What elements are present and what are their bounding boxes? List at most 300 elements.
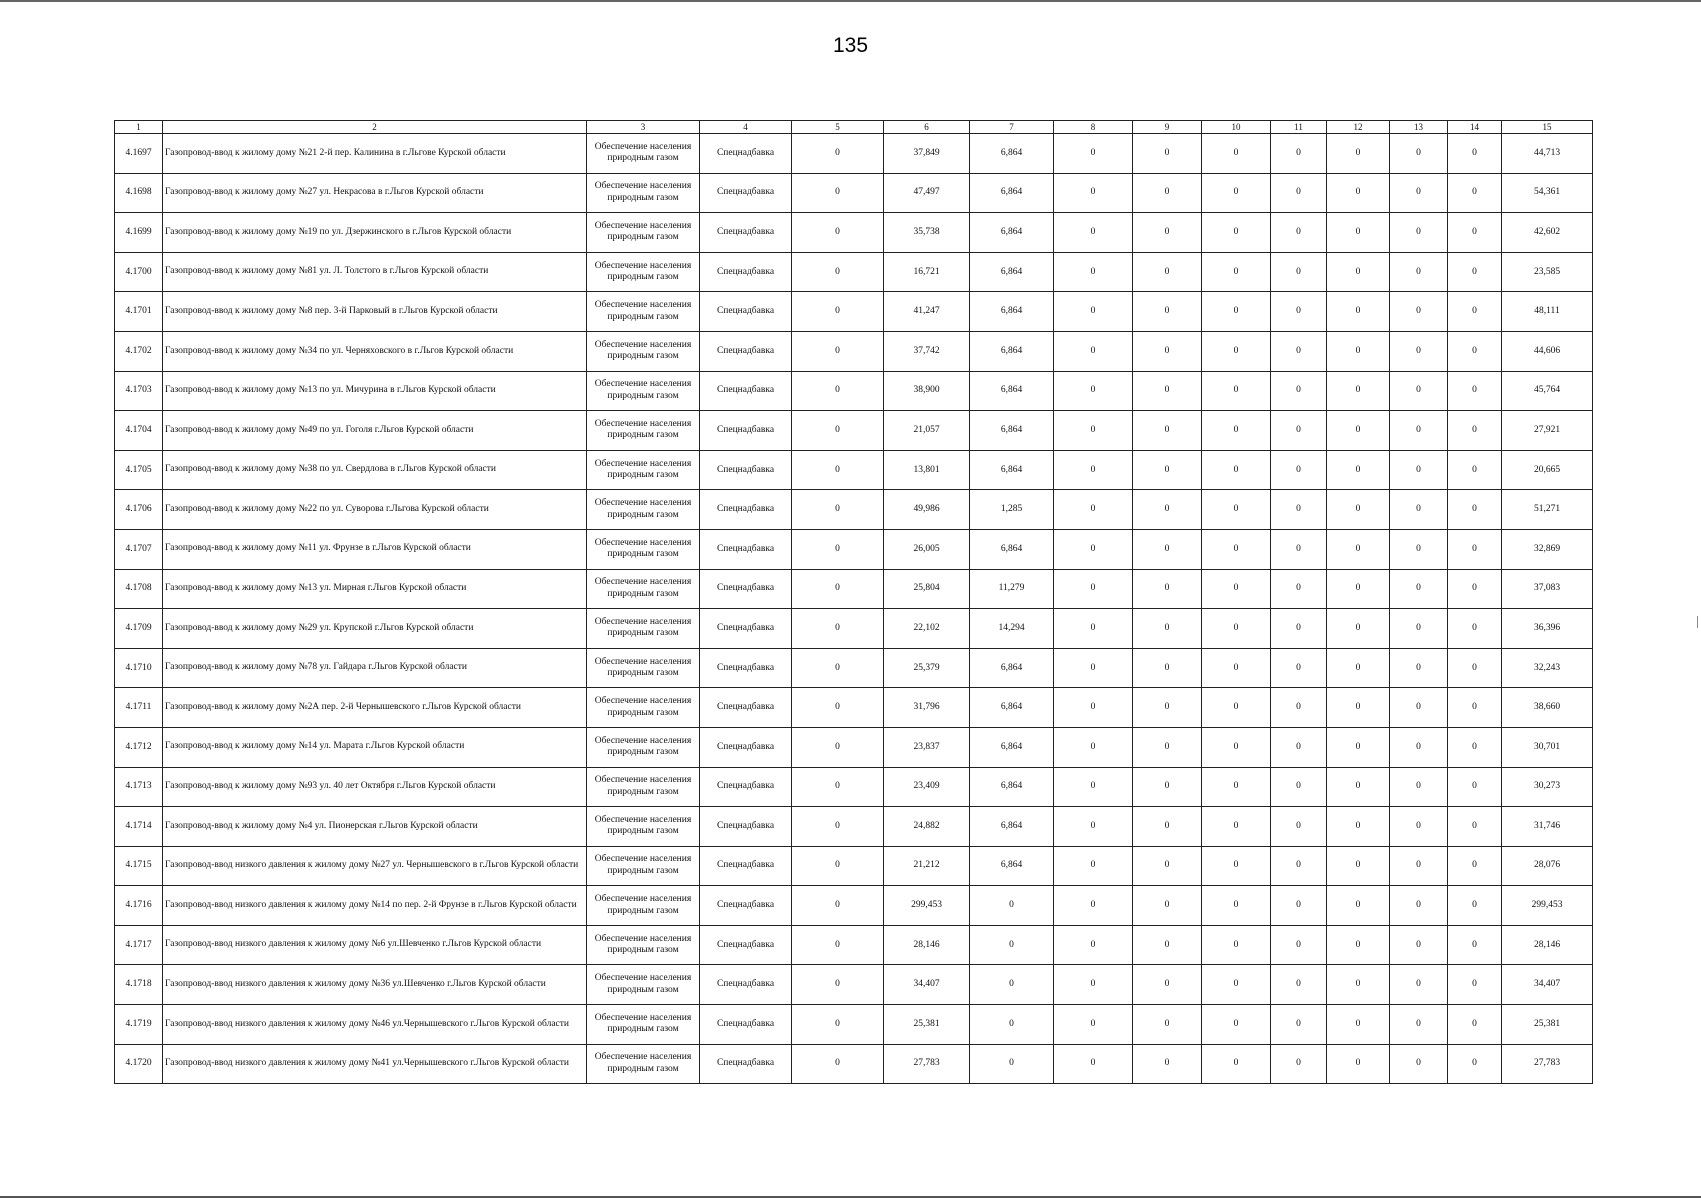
col-7-value: 6,864 [970, 252, 1054, 292]
col-13-value: 0 [1390, 1005, 1448, 1045]
object-name: Газопровод-ввод к жилому дому №21 2-й пер. Калинина в г.Льгове Курской области [163, 134, 587, 174]
col-6-value: 25,804 [884, 569, 970, 609]
funding-source: Спецнадбавка [700, 331, 792, 371]
purpose: Обеспечение населения природным газом [587, 252, 700, 292]
col-9-value: 0 [1133, 371, 1202, 411]
col-9-value: 0 [1133, 173, 1202, 213]
column-header-1: 1 [115, 121, 163, 134]
col-8-value: 0 [1054, 411, 1133, 451]
col-6-value: 34,407 [884, 965, 970, 1005]
col-12-value: 0 [1327, 1005, 1390, 1045]
col-7-value: 6,864 [970, 173, 1054, 213]
col-13-value: 0 [1390, 846, 1448, 886]
purpose: Обеспечение населения природным газом [587, 371, 700, 411]
row-number: 4.1698 [115, 173, 163, 213]
column-header-13: 13 [1390, 121, 1448, 134]
col-14-value: 0 [1448, 292, 1502, 332]
object-name: Газопровод-ввод низкого давления к жилому дому №14 по пер. 2-й Фрунзе в г.Льгов Курской области [163, 886, 587, 926]
funding-source: Спецнадбавка [700, 846, 792, 886]
col-9-value: 0 [1133, 846, 1202, 886]
object-name: Газопровод-ввод к жилому дому №11 ул. Фрунзе в г.Льгов Курской области [163, 529, 587, 569]
object-name: Газопровод-ввод к жилому дому №14 ул. Марата г.Льгов Курской области [163, 727, 587, 767]
col-8-value: 0 [1054, 727, 1133, 767]
col-12-value: 0 [1327, 411, 1390, 451]
col-10-value: 0 [1202, 1005, 1271, 1045]
col-9-value: 0 [1133, 134, 1202, 174]
purpose: Обеспечение населения природным газом [587, 609, 700, 649]
col-9-value: 0 [1133, 331, 1202, 371]
col-6-value: 49,986 [884, 490, 970, 530]
col-12-value: 0 [1327, 529, 1390, 569]
column-header-10: 10 [1202, 121, 1271, 134]
col-5-value: 0 [792, 450, 884, 490]
col-6-value: 41,247 [884, 292, 970, 332]
col-14-value: 0 [1448, 925, 1502, 965]
column-header-12: 12 [1327, 121, 1390, 134]
col-11-value: 0 [1271, 807, 1327, 847]
col-11-value: 0 [1271, 688, 1327, 728]
col-13-value: 0 [1390, 569, 1448, 609]
col-13-value: 0 [1390, 727, 1448, 767]
table-row [115, 767, 1593, 807]
funding-source: Спецнадбавка [700, 886, 792, 926]
object-name: Газопровод-ввод к жилому дому №13 по ул. Мичурина в г.Льгов Курской области [163, 371, 587, 411]
col-9-value: 0 [1133, 807, 1202, 847]
col-13-value: 0 [1390, 173, 1448, 213]
col-13-value: 0 [1390, 925, 1448, 965]
col-5-value: 0 [792, 846, 884, 886]
table-row [115, 727, 1593, 767]
col-6-value: 21,212 [884, 846, 970, 886]
table-row [115, 292, 1593, 332]
col-11-value: 0 [1271, 252, 1327, 292]
total-value: 51,271 [1502, 490, 1593, 530]
col-11-value: 0 [1271, 173, 1327, 213]
table-header [115, 121, 1593, 134]
object-name: Газопровод-ввод к жилому дому №22 по ул. Суворова г.Льгова Курской области [163, 490, 587, 530]
col-12-value: 0 [1327, 1044, 1390, 1084]
row-number: 4.1707 [115, 529, 163, 569]
funding-source: Спецнадбавка [700, 173, 792, 213]
table-row [115, 450, 1593, 490]
col-13-value: 0 [1390, 371, 1448, 411]
col-14-value: 0 [1448, 450, 1502, 490]
col-10-value: 0 [1202, 965, 1271, 1005]
col-5-value: 0 [792, 292, 884, 332]
purpose: Обеспечение населения природным газом [587, 1044, 700, 1084]
col-13-value: 0 [1390, 292, 1448, 332]
data-table [114, 120, 1593, 1084]
col-9-value: 0 [1133, 490, 1202, 530]
column-header-2: 2 [163, 121, 587, 134]
total-value: 37,083 [1502, 569, 1593, 609]
purpose: Обеспечение населения природным газом [587, 331, 700, 371]
col-11-value: 0 [1271, 213, 1327, 253]
col-13-value: 0 [1390, 134, 1448, 174]
col-5-value: 0 [792, 331, 884, 371]
col-11-value: 0 [1271, 1044, 1327, 1084]
purpose: Обеспечение населения природным газом [587, 846, 700, 886]
col-11-value: 0 [1271, 965, 1327, 1005]
col-10-value: 0 [1202, 450, 1271, 490]
col-12-value: 0 [1327, 213, 1390, 253]
total-value: 44,713 [1502, 134, 1593, 174]
col-12-value: 0 [1327, 173, 1390, 213]
column-header-6: 6 [884, 121, 970, 134]
col-6-value: 25,379 [884, 648, 970, 688]
table-row [115, 886, 1593, 926]
funding-source: Спецнадбавка [700, 609, 792, 649]
col-5-value: 0 [792, 1044, 884, 1084]
funding-source: Спецнадбавка [700, 648, 792, 688]
col-7-value: 1,285 [970, 490, 1054, 530]
col-11-value: 0 [1271, 450, 1327, 490]
table-row [115, 1044, 1593, 1084]
col-14-value: 0 [1448, 213, 1502, 253]
col-10-value: 0 [1202, 292, 1271, 332]
col-9-value: 0 [1133, 727, 1202, 767]
row-number: 4.1719 [115, 1005, 163, 1045]
row-number: 4.1705 [115, 450, 163, 490]
table-row [115, 648, 1593, 688]
row-number: 4.1709 [115, 609, 163, 649]
purpose: Обеспечение населения природным газом [587, 173, 700, 213]
column-header-3: 3 [587, 121, 700, 134]
row-number: 4.1713 [115, 767, 163, 807]
col-6-value: 26,005 [884, 529, 970, 569]
total-value: 42,602 [1502, 213, 1593, 253]
object-name: Газопровод-ввод низкого давления к жилому дому №41 ул.Чернышевского г.Льгов Курской области [163, 1044, 587, 1084]
col-14-value: 0 [1448, 569, 1502, 609]
col-14-value: 0 [1448, 411, 1502, 451]
col-5-value: 0 [792, 213, 884, 253]
funding-source: Спецнадбавка [700, 252, 792, 292]
col-12-value: 0 [1327, 688, 1390, 728]
object-name: Газопровод-ввод к жилому дому №49 по ул. Гоголя г.Льгов Курской области [163, 411, 587, 451]
col-14-value: 0 [1448, 688, 1502, 728]
purpose: Обеспечение населения природным газом [587, 648, 700, 688]
col-13-value: 0 [1390, 450, 1448, 490]
col-11-value: 0 [1271, 1005, 1327, 1045]
col-6-value: 31,796 [884, 688, 970, 728]
col-7-value: 0 [970, 1044, 1054, 1084]
col-6-value: 24,882 [884, 807, 970, 847]
row-number: 4.1718 [115, 965, 163, 1005]
column-header-5: 5 [792, 121, 884, 134]
col-7-value: 6,864 [970, 688, 1054, 728]
col-5-value: 0 [792, 173, 884, 213]
col-8-value: 0 [1054, 1005, 1133, 1045]
col-12-value: 0 [1327, 886, 1390, 926]
table-row [115, 213, 1593, 253]
col-8-value: 0 [1054, 529, 1133, 569]
col-6-value: 47,497 [884, 173, 970, 213]
col-9-value: 0 [1133, 886, 1202, 926]
col-5-value: 0 [792, 727, 884, 767]
table-row [115, 846, 1593, 886]
col-7-value: 6,864 [970, 807, 1054, 847]
col-13-value: 0 [1390, 213, 1448, 253]
col-8-value: 0 [1054, 252, 1133, 292]
funding-source: Спецнадбавка [700, 292, 792, 332]
table-row [115, 965, 1593, 1005]
col-7-value: 6,864 [970, 371, 1054, 411]
col-14-value: 0 [1448, 371, 1502, 411]
row-number: 4.1706 [115, 490, 163, 530]
col-5-value: 0 [792, 252, 884, 292]
col-8-value: 0 [1054, 965, 1133, 1005]
col-10-value: 0 [1202, 648, 1271, 688]
col-10-value: 0 [1202, 331, 1271, 371]
object-name: Газопровод-ввод к жилому дому №78 ул. Гайдара г.Льгов Курской области [163, 648, 587, 688]
col-8-value: 0 [1054, 371, 1133, 411]
purpose: Обеспечение населения природным газом [587, 886, 700, 926]
table-body [115, 134, 1593, 1084]
object-name: Газопровод-ввод низкого давления к жилому дому №46 ул.Чернышевского г.Льгов Курской области [163, 1005, 587, 1045]
funding-source: Спецнадбавка [700, 411, 792, 451]
row-number: 4.1711 [115, 688, 163, 728]
col-10-value: 0 [1202, 252, 1271, 292]
funding-source: Спецнадбавка [700, 767, 792, 807]
row-number: 4.1720 [115, 1044, 163, 1084]
col-12-value: 0 [1327, 450, 1390, 490]
col-14-value: 0 [1448, 609, 1502, 649]
col-12-value: 0 [1327, 727, 1390, 767]
col-11-value: 0 [1271, 569, 1327, 609]
col-7-value: 6,864 [970, 648, 1054, 688]
col-5-value: 0 [792, 371, 884, 411]
table-row [115, 688, 1593, 728]
col-11-value: 0 [1271, 609, 1327, 649]
col-12-value: 0 [1327, 767, 1390, 807]
total-value: 30,701 [1502, 727, 1593, 767]
col-11-value: 0 [1271, 767, 1327, 807]
col-9-value: 0 [1133, 529, 1202, 569]
total-value: 27,921 [1502, 411, 1593, 451]
col-12-value: 0 [1327, 965, 1390, 1005]
funding-source: Спецнадбавка [700, 807, 792, 847]
edge-mark [1697, 616, 1698, 628]
col-11-value: 0 [1271, 727, 1327, 767]
table-row [115, 331, 1593, 371]
purpose: Обеспечение населения природным газом [587, 767, 700, 807]
col-13-value: 0 [1390, 490, 1448, 530]
col-12-value: 0 [1327, 569, 1390, 609]
row-number: 4.1700 [115, 252, 163, 292]
col-8-value: 0 [1054, 1044, 1133, 1084]
total-value: 36,396 [1502, 609, 1593, 649]
col-11-value: 0 [1271, 134, 1327, 174]
object-name: Газопровод-ввод к жилому дому №13 ул. Мирная г.Льгов Курской области [163, 569, 587, 609]
object-name: Газопровод-ввод к жилому дому №2А пер. 2-й Чернышевского г.Льгов Курской области [163, 688, 587, 728]
column-header-15: 15 [1502, 121, 1593, 134]
col-12-value: 0 [1327, 846, 1390, 886]
col-5-value: 0 [792, 648, 884, 688]
col-10-value: 0 [1202, 411, 1271, 451]
col-12-value: 0 [1327, 252, 1390, 292]
col-7-value: 6,864 [970, 846, 1054, 886]
col-7-value: 0 [970, 925, 1054, 965]
col-8-value: 0 [1054, 846, 1133, 886]
column-header-4: 4 [700, 121, 792, 134]
col-9-value: 0 [1133, 292, 1202, 332]
funding-source: Спецнадбавка [700, 569, 792, 609]
col-14-value: 0 [1448, 252, 1502, 292]
col-13-value: 0 [1390, 886, 1448, 926]
col-10-value: 0 [1202, 173, 1271, 213]
col-8-value: 0 [1054, 569, 1133, 609]
object-name: Газопровод-ввод к жилому дому №27 ул. Некрасова в г.Льгов Курской области [163, 173, 587, 213]
purpose: Обеспечение населения природным газом [587, 529, 700, 569]
purpose: Обеспечение населения природным газом [587, 688, 700, 728]
funding-source: Спецнадбавка [700, 213, 792, 253]
col-8-value: 0 [1054, 292, 1133, 332]
col-11-value: 0 [1271, 411, 1327, 451]
col-7-value: 14,294 [970, 609, 1054, 649]
col-14-value: 0 [1448, 648, 1502, 688]
col-7-value: 6,864 [970, 767, 1054, 807]
col-14-value: 0 [1448, 886, 1502, 926]
purpose: Обеспечение населения природным газом [587, 411, 700, 451]
col-14-value: 0 [1448, 965, 1502, 1005]
col-13-value: 0 [1390, 648, 1448, 688]
purpose: Обеспечение населения природным газом [587, 450, 700, 490]
col-5-value: 0 [792, 886, 884, 926]
col-8-value: 0 [1054, 688, 1133, 728]
purpose: Обеспечение населения природным газом [587, 292, 700, 332]
col-9-value: 0 [1133, 965, 1202, 1005]
col-12-value: 0 [1327, 371, 1390, 411]
row-number: 4.1702 [115, 331, 163, 371]
table-row [115, 411, 1593, 451]
col-6-value: 35,738 [884, 213, 970, 253]
purpose: Обеспечение населения природным газом [587, 925, 700, 965]
row-number: 4.1699 [115, 213, 163, 253]
col-10-value: 0 [1202, 886, 1271, 926]
total-value: 54,361 [1502, 173, 1593, 213]
row-number: 4.1703 [115, 371, 163, 411]
funding-source: Спецнадбавка [700, 490, 792, 530]
column-header-11: 11 [1271, 121, 1327, 134]
col-10-value: 0 [1202, 925, 1271, 965]
col-12-value: 0 [1327, 331, 1390, 371]
object-name: Газопровод-ввод низкого давления к жилому дому №27 ул. Чернышевского в г.Льгов Курской области [163, 846, 587, 886]
col-8-value: 0 [1054, 213, 1133, 253]
col-9-value: 0 [1133, 925, 1202, 965]
col-11-value: 0 [1271, 371, 1327, 411]
purpose: Обеспечение населения природным газом [587, 727, 700, 767]
col-14-value: 0 [1448, 134, 1502, 174]
purpose: Обеспечение населения природным газом [587, 569, 700, 609]
col-9-value: 0 [1133, 1005, 1202, 1045]
col-9-value: 0 [1133, 609, 1202, 649]
total-value: 20,665 [1502, 450, 1593, 490]
col-6-value: 23,409 [884, 767, 970, 807]
table-row [115, 1005, 1593, 1045]
object-name: Газопровод-ввод к жилому дому №34 по ул. Черняховского в г.Льгов Курской области [163, 331, 587, 371]
row-number: 4.1697 [115, 134, 163, 174]
col-11-value: 0 [1271, 292, 1327, 332]
purpose: Обеспечение населения природным газом [587, 807, 700, 847]
total-value: 27,783 [1502, 1044, 1593, 1084]
funding-source: Спецнадбавка [700, 450, 792, 490]
col-5-value: 0 [792, 411, 884, 451]
column-header-7: 7 [970, 121, 1054, 134]
funding-source: Спецнадбавка [700, 1044, 792, 1084]
col-10-value: 0 [1202, 727, 1271, 767]
page-number: 135 [832, 34, 869, 57]
col-10-value: 0 [1202, 846, 1271, 886]
col-7-value: 0 [970, 965, 1054, 1005]
table-row [115, 609, 1593, 649]
col-14-value: 0 [1448, 727, 1502, 767]
col-7-value: 6,864 [970, 411, 1054, 451]
total-value: 299,453 [1502, 886, 1593, 926]
row-number: 4.1710 [115, 648, 163, 688]
purpose: Обеспечение населения природным газом [587, 1005, 700, 1045]
col-14-value: 0 [1448, 490, 1502, 530]
col-6-value: 25,381 [884, 1005, 970, 1045]
col-13-value: 0 [1390, 529, 1448, 569]
total-value: 28,146 [1502, 925, 1593, 965]
total-value: 23,585 [1502, 252, 1593, 292]
col-13-value: 0 [1390, 609, 1448, 649]
table-row [115, 371, 1593, 411]
table-row [115, 925, 1593, 965]
col-6-value: 22,102 [884, 609, 970, 649]
col-8-value: 0 [1054, 886, 1133, 926]
col-8-value: 0 [1054, 173, 1133, 213]
col-12-value: 0 [1327, 134, 1390, 174]
col-13-value: 0 [1390, 688, 1448, 728]
col-13-value: 0 [1390, 331, 1448, 371]
col-11-value: 0 [1271, 846, 1327, 886]
col-5-value: 0 [792, 569, 884, 609]
col-12-value: 0 [1327, 648, 1390, 688]
col-12-value: 0 [1327, 609, 1390, 649]
total-value: 38,660 [1502, 688, 1593, 728]
total-value: 32,243 [1502, 648, 1593, 688]
total-value: 34,407 [1502, 965, 1593, 1005]
col-5-value: 0 [792, 490, 884, 530]
col-11-value: 0 [1271, 331, 1327, 371]
col-9-value: 0 [1133, 411, 1202, 451]
col-7-value: 6,864 [970, 134, 1054, 174]
purpose: Обеспечение населения природным газом [587, 134, 700, 174]
total-value: 32,869 [1502, 529, 1593, 569]
table-row [115, 252, 1593, 292]
col-14-value: 0 [1448, 1005, 1502, 1045]
col-14-value: 0 [1448, 807, 1502, 847]
col-8-value: 0 [1054, 925, 1133, 965]
col-9-value: 0 [1133, 688, 1202, 728]
col-13-value: 0 [1390, 411, 1448, 451]
column-header-14: 14 [1448, 121, 1502, 134]
row-number: 4.1704 [115, 411, 163, 451]
object-name: Газопровод-ввод к жилому дому №4 ул. Пионерская г.Льгов Курской области [163, 807, 587, 847]
col-5-value: 0 [792, 767, 884, 807]
col-6-value: 37,849 [884, 134, 970, 174]
col-14-value: 0 [1448, 173, 1502, 213]
col-7-value: 6,864 [970, 450, 1054, 490]
row-number: 4.1708 [115, 569, 163, 609]
table-row [115, 529, 1593, 569]
object-name: Газопровод-ввод к жилому дому №38 по ул. Свердлова в г.Льгов Курской области [163, 450, 587, 490]
col-5-value: 0 [792, 965, 884, 1005]
row-number: 4.1715 [115, 846, 163, 886]
table-row [115, 569, 1593, 609]
col-14-value: 0 [1448, 1044, 1502, 1084]
